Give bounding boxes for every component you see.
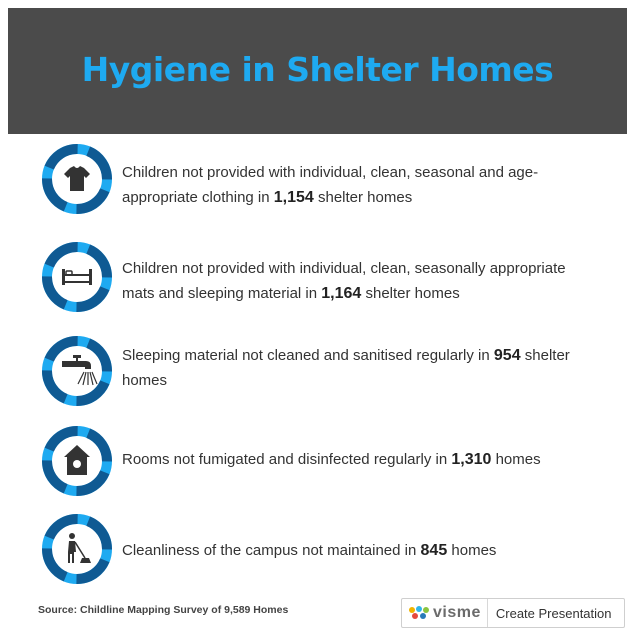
item-count: 845	[420, 542, 448, 559]
item-count: 954	[493, 347, 521, 364]
faucet-icon	[42, 336, 112, 406]
page-title: Hygiene in Shelter Homes	[81, 49, 554, 89]
list-item	[0, 426, 638, 498]
list-item	[0, 144, 638, 216]
item-count: 1,154	[273, 189, 314, 206]
house-icon	[42, 426, 112, 496]
visme-logo-icon	[408, 606, 430, 620]
source-note: Source: Childline Mapping Survey of 9,589 Homes	[38, 604, 289, 616]
list-item	[0, 514, 638, 586]
item-count: 1,310	[451, 451, 492, 468]
tshirt-icon	[42, 144, 112, 214]
create-presentation-button[interactable]	[401, 598, 625, 628]
item-description: Rooms not fumigated and disinfected regularly in 1,310 homes	[122, 451, 541, 468]
item-description: Children not provided with individual, clean, seasonally appropriate mats and sleeping material in 1,164 shelter homes	[122, 260, 566, 302]
divider	[487, 599, 488, 627]
item-count: 1,164	[321, 285, 362, 302]
visme-logo	[402, 599, 481, 627]
visme-wordmark: visme	[433, 604, 481, 621]
item-description: Sleeping material not cleaned and sanitised regularly in 954 shelter homes	[122, 347, 570, 389]
header-banner	[8, 8, 627, 134]
cleaner-icon	[42, 514, 112, 584]
bed-icon	[42, 242, 112, 312]
item-description: Children not provided with individual, clean, seasonal and age-appropriate clothing in 1,154 shelter homes	[122, 164, 539, 206]
list-item	[0, 336, 638, 408]
create-presentation-label: Create Presentation	[495, 605, 612, 621]
item-description: Cleanliness of the campus not maintained in 845 homes	[122, 542, 497, 559]
list-item	[0, 242, 638, 314]
